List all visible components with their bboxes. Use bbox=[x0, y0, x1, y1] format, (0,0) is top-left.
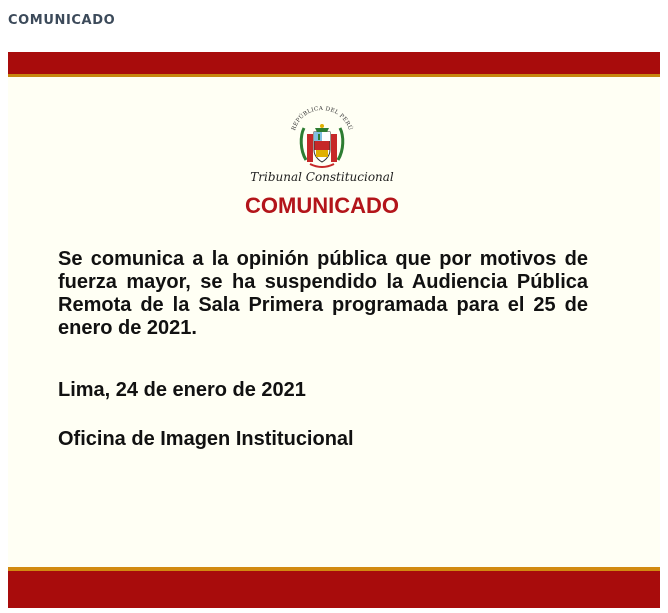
document-title: COMUNICADO bbox=[245, 193, 399, 218]
emblem-arc-text: REPÚBLICA DEL PERÚ bbox=[291, 105, 353, 132]
date-line: Lima, 24 de enero de 2021 bbox=[58, 379, 306, 401]
peru-coat-of-arms-icon bbox=[280, 104, 364, 174]
page-header-label: COMUNICADO bbox=[8, 13, 116, 28]
signature-office: Oficina de Imagen Institucional bbox=[58, 428, 354, 450]
communique-document bbox=[8, 52, 660, 608]
top-red-band bbox=[8, 52, 660, 77]
communique-body: Se comunica a la opinión pública que por motivos de fuerza mayor, se ha suspendido la Audiencia Pública Remota de la Sala Primera programada para el 25 de enero de 2021. bbox=[58, 248, 588, 339]
institution-name: Tribunal Constitucional bbox=[250, 170, 394, 184]
bottom-red-band bbox=[8, 567, 660, 608]
